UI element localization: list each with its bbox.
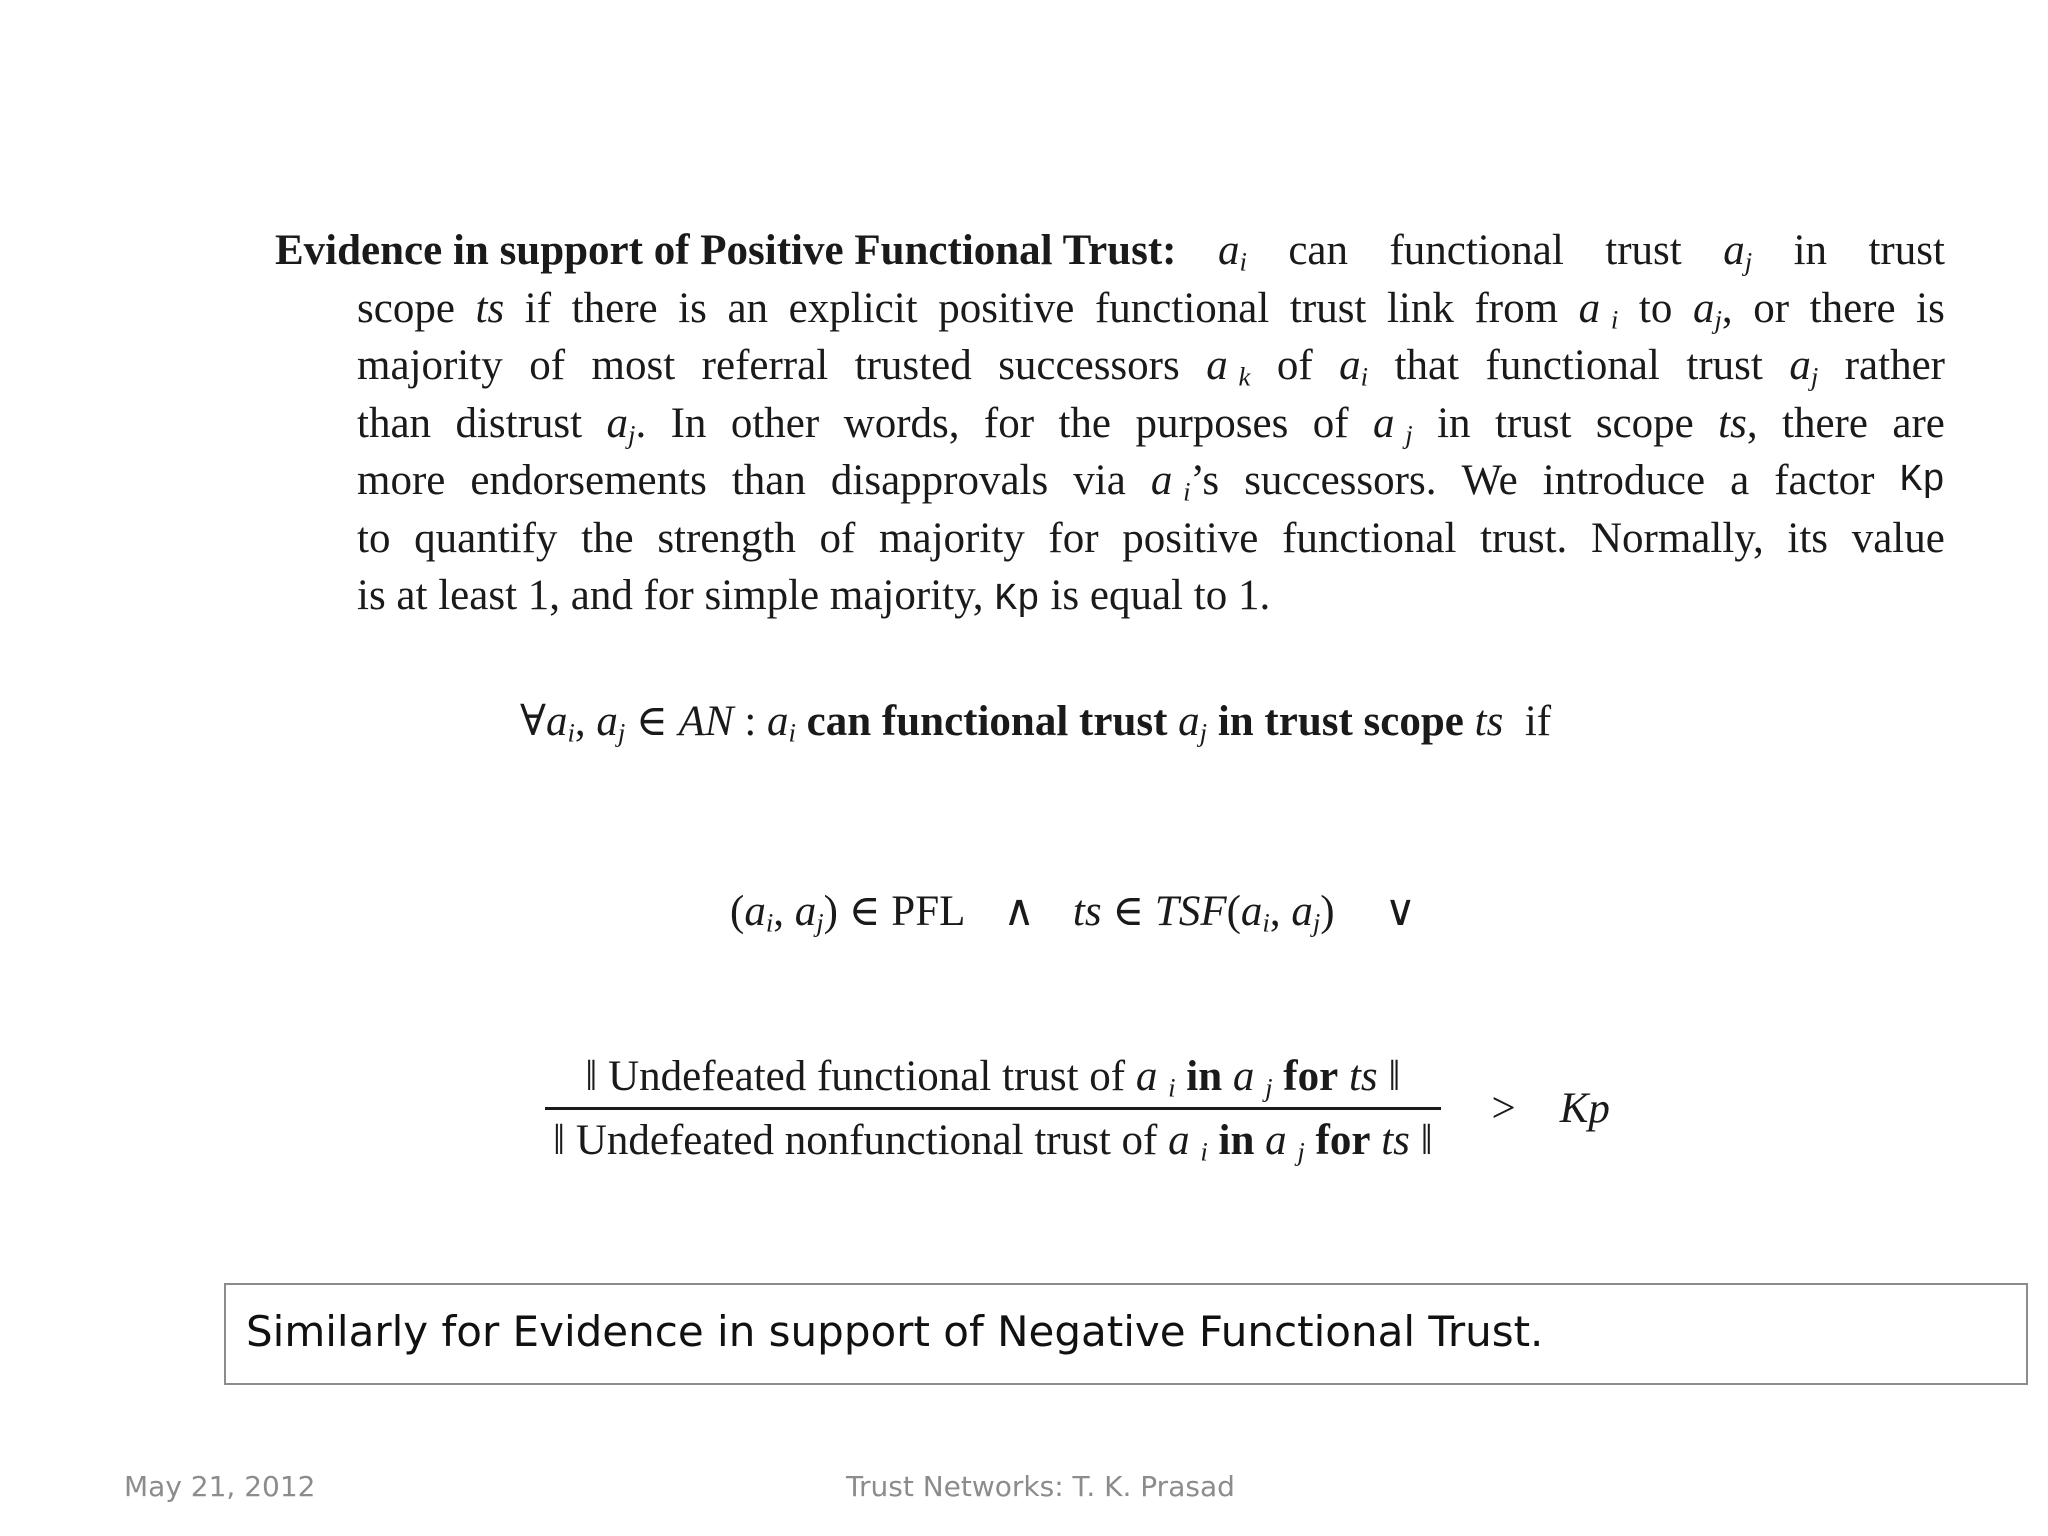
definition-line-1: Evidence in support of Positive Functional Trust: $a_i$ can functional trust $a_j$ in trust [275, 222, 1945, 280]
definition-line-2: scope ts if there is an explicit positive functional trust link from a $_i$ to $a_j$, or there is [357, 284, 1945, 335]
definition-line-7: is at least 1, and for simple majority, Kp is equal to 1. [357, 572, 1271, 621]
definition-line-4: than distrust $a_j$. In other words, for the purposes of a $_j$ in trust scope ts, there are [357, 399, 1945, 450]
definition-line-6: to quantify the strength of majority for positive functional trust. Normally, its value [357, 514, 1945, 562]
definition-term: Evidence in support of Positive Functional Trust: [275, 227, 1177, 274]
kp-threshold: Kp [1559, 1085, 1610, 1132]
majority-ratio-formula [545, 1052, 1610, 1165]
quantifier-formula: $\forall a_i$, $a_j$ ∈ AN : $a_i$ can functional trust $a_j$ in trust scope ts if [520, 698, 1552, 748]
definition-line-3: majority of most referral trusted successors a $_k$ of $a_i$ that functional trust $a_j$ rather [357, 342, 1945, 392]
footer-title: Trust Networks: T. K. Prasad [846, 1470, 1235, 1503]
definition-line-5: more endorsements than disapprovals via a $_i$’s successors. We introduce a factor Kp [357, 457, 1945, 507]
note-box [224, 1283, 2028, 1385]
footer-date: May 21, 2012 [124, 1470, 316, 1503]
greater-than-symbol: > [1488, 1085, 1518, 1132]
fraction-numerator: ‖ Undefeated functional trust of a $_i$ in a $_j$ for ts ‖ [585, 1053, 1401, 1103]
fraction-denominator: ‖ Undefeated nonfunctional trust of a $_i$ in a $_j$ for ts ‖ [553, 1117, 1433, 1167]
note-text: Similarly for Evidence in support of Negative Functional Trust. [246, 1307, 1544, 1356]
disjunct-formula: ($a_i$, $a_j$) ∈ PFL ∧ ts ∈ $TSF(a_i$, $a_j$) ∨ [730, 888, 1417, 938]
definition-paragraph [275, 222, 1945, 629]
fraction [545, 1052, 1441, 1165]
